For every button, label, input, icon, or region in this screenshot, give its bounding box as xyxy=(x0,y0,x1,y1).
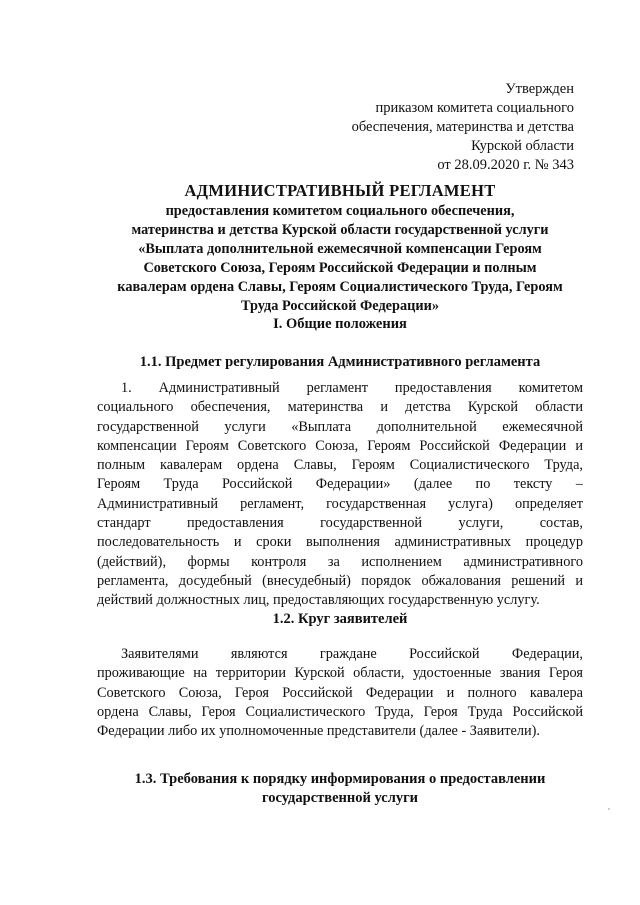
section-heading-1-2: 1.2. Круг заявителей xyxy=(272,611,408,627)
paragraph-line: 1. Административный регламент предоставления комитетом xyxy=(121,380,583,396)
paragraph-line: государственной услуги «Выплата дополнительной ежемесячной xyxy=(97,418,583,435)
subtitle-line: Советского Союза, Героям Российской Федерации и полным xyxy=(143,260,537,276)
document-title: АДМИНИСТРАТИВНЫЙ РЕГЛАМЕНТ xyxy=(184,181,496,200)
subtitle-line: «Выплата дополнительной ежемесячной компенсации Героям xyxy=(138,241,542,257)
section-heading-1-3 xyxy=(90,770,590,808)
paragraph-line: ордена Славы, Героя Социалистического Труда, Героя Труда Российской xyxy=(97,703,583,720)
approval-line: приказом комитета социального xyxy=(375,100,574,116)
paragraph-line: проживающие на территории Курской области, удостоенные звания Героя xyxy=(97,665,583,682)
paragraph-line: (действий), формы контроля за исполнением административного xyxy=(97,553,583,570)
subtitle-line: материнства и детства Курской области государственной услуги xyxy=(131,222,549,238)
scan-speck xyxy=(608,808,610,810)
document-subtitle xyxy=(90,202,590,316)
heading-line: 1.3. Требования к порядку информирования о предоставлении xyxy=(134,771,546,787)
document-title-block xyxy=(90,180,590,316)
subtitle-line: кавалерам ордена Славы, Героям Социалистического Труда, Героям xyxy=(117,279,563,295)
paragraph-line: последовательность и сроки выполнения административных процедур xyxy=(97,534,583,551)
paragraph-line: компенсации Героям Советского Союза, Героям Российской Федерации и xyxy=(97,437,583,454)
paragraph-line: Административный регламент, государственная услуга) определяет xyxy=(97,495,583,512)
subtitle-line: предоставления комитетом социального обеспечения, xyxy=(165,203,515,219)
paragraph-line: регламента, досудебный (внесудебный) порядок обжалования решений и xyxy=(97,572,583,589)
paragraph-line: социального обеспечения, материнства и детства Курской области xyxy=(97,399,583,416)
approval-stamp xyxy=(352,80,574,175)
heading-line: государственной услуги xyxy=(261,790,419,806)
approval-line: Курской области xyxy=(471,138,574,154)
paragraph-1-2 xyxy=(97,645,583,741)
subtitle-line: Труда Российской Федерации» xyxy=(241,298,439,314)
paragraph-line: Советского Союза, Героя Российской Федерации и полного кавалера xyxy=(97,684,583,701)
paragraph-line: полным кавалерам ордена Славы, Героям Социалистического Труда, xyxy=(97,457,583,474)
paragraph-1-1 xyxy=(97,379,583,611)
paragraph-line: Заявителями являются граждане Российской Федерации, xyxy=(121,646,583,662)
section-heading-1-1: 1.1. Предмет регулирования Административного регламента xyxy=(139,354,541,370)
approval-line: от 28.09.2020 г. № 343 xyxy=(437,157,574,173)
approval-line: Утвержден xyxy=(505,81,574,97)
section-heading-general: I. Общие положения xyxy=(273,316,407,332)
paragraph-line: действий должностных лиц, предоставляющих государственную услугу. xyxy=(97,592,540,609)
approval-line: обеспечения, материнства и детства xyxy=(351,119,574,135)
paragraph-line: Героям Труда Российской Федерации» (далее по тексту – xyxy=(97,476,583,493)
paragraph-line: Федерации либо их уполномоченные представители (далее - Заявители). xyxy=(97,723,541,740)
paragraph-line: стандарт предоставления государственной услуги, состав, xyxy=(97,515,583,532)
